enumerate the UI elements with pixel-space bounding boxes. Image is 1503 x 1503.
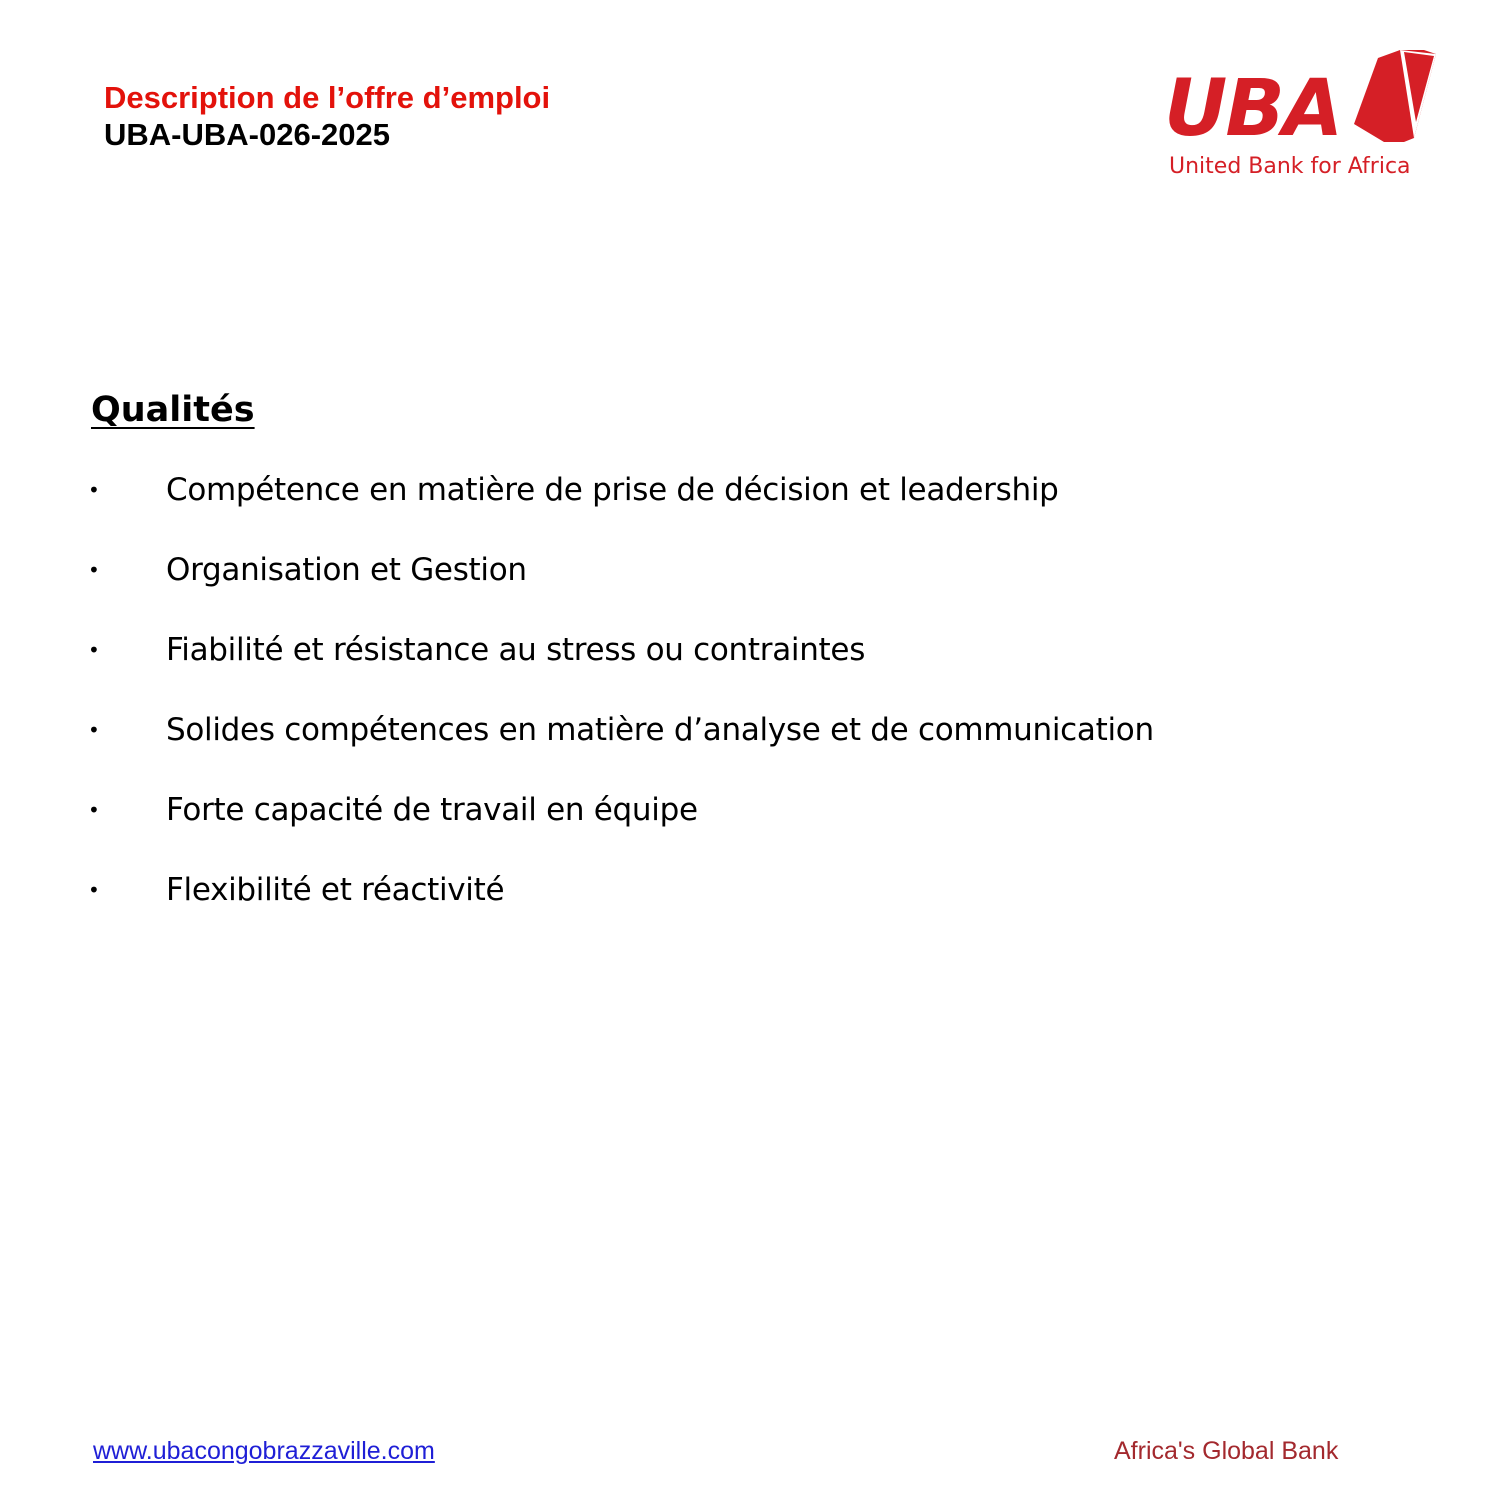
document-title: Description de l’offre d’emploi [104,80,551,115]
bullet: • [88,638,100,662]
logo-tagline: United Bank for Africa [1169,154,1411,179]
list-item-text: Compétence en matière de prise de décision et leadership [166,472,1059,508]
section-heading: Qualités [91,390,255,430]
uba-logo [1158,50,1448,190]
list-item-text: Organisation et Gestion [166,552,527,588]
document-header [104,80,550,154]
list-item [88,628,1154,708]
bullet: • [88,478,100,502]
bullet: • [88,718,100,742]
list-item [88,708,1154,788]
list-item-text: Solides compétences en matière d’analyse et de communication [166,712,1154,748]
list-item [88,468,1154,548]
list-item-text: Fiabilité et résistance au stress ou contraintes [166,632,866,668]
list-item-text: Flexibilité et réactivité [166,872,505,908]
logo-mark-icon [1354,50,1436,142]
list-item [88,868,1154,948]
bullet: • [88,798,100,822]
logo-wordmark: UBA [1164,64,1342,154]
list-item [88,548,1154,628]
website-link[interactable]: www.ubacongobrazzaville.com [93,1437,435,1465]
footer-slogan: Africa's Global Bank [1114,1437,1339,1465]
job-reference: UBA-UBA-026-2025 [104,117,390,152]
list-item-text: Forte capacité de travail en équipe [166,792,698,828]
qualities-list [88,468,1154,948]
bullet: • [88,878,100,902]
list-item [88,788,1154,868]
bullet: • [88,558,100,582]
